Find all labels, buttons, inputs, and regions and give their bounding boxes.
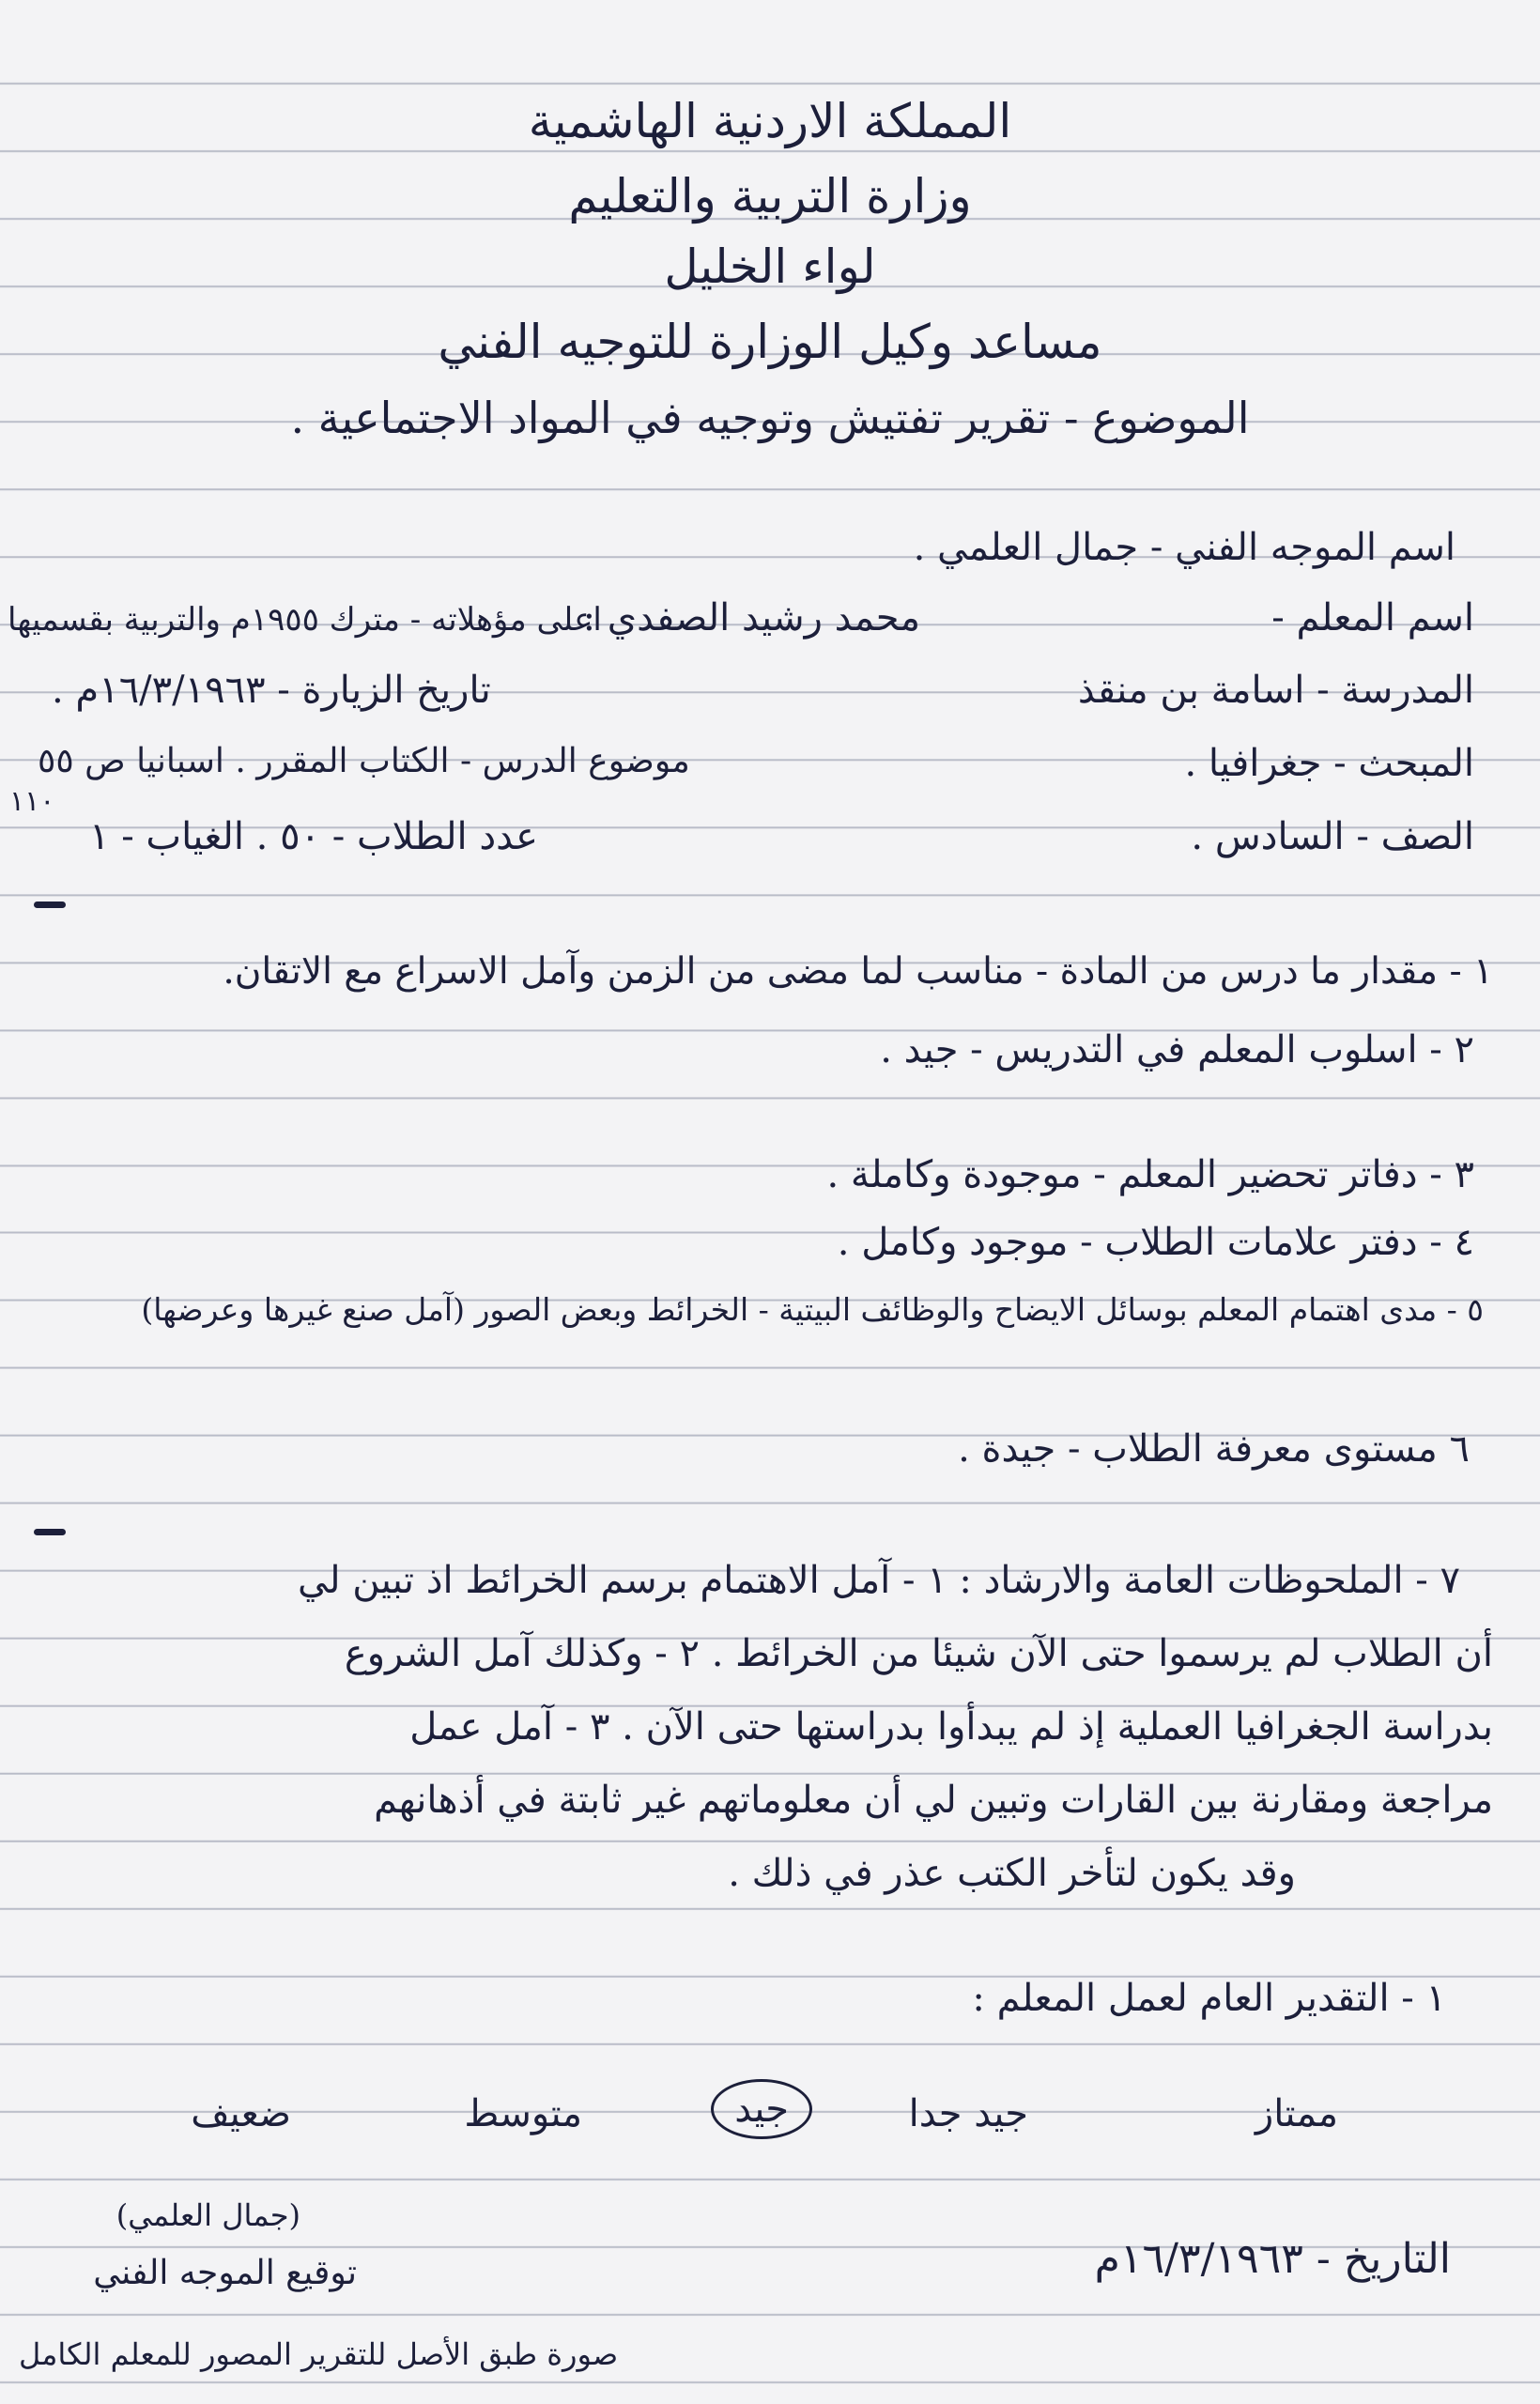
ministry-title: وزارة التربية والتعليم <box>568 169 972 223</box>
item-2: ٢ - اسلوب المعلم في التدريس - جيد . <box>880 1028 1474 1071</box>
grade-line: الصف - السادس . <box>1191 815 1474 858</box>
notes-line-1: ٧ - الملحوظات العامة والارشاد : ١ - آمل الاهتمام برسم الخرائط اذ تبين لي <box>298 1559 1460 1602</box>
section-divider-2 <box>34 1529 66 1535</box>
kingdom-title: المملكة الاردنية الهاشمية <box>528 94 1012 148</box>
school-line: المدرسة - اسامة بن منقذ <box>1077 669 1474 712</box>
notes-line-4: مراجعة ومقارنة بين القارات وتبين لي أن معلوماتهم غير ثابتة في أذهانهم <box>374 1779 1493 1822</box>
notes-line-2: أن الطلاب لم يرسموا حتى الآن شيئا من الخرائط . ٢ - وكذلك آمل الشروع <box>344 1632 1493 1675</box>
report-subject: الموضوع - تقرير تفتيش وتوجيه في المواد الاجتماعية . <box>290 393 1250 443</box>
lesson-page-mark: ١١٠ <box>9 785 55 818</box>
grade-option-average: متوسط <box>464 2092 582 2135</box>
item-1: ١ - مقدار ما درس من المادة - مناسب لما مضى من الزمن وآمل الاسراع مع الاتقان. <box>223 950 1493 993</box>
grade-selected-circle: جيد <box>711 2079 812 2139</box>
assessment-title: ١ - التقدير العام لعمل المعلم : <box>972 1977 1446 2020</box>
teacher-name: محمد رشيد الصفدي : <box>582 596 920 640</box>
signer-name: (جمال العلمي) <box>116 2197 300 2233</box>
item-6: ٦ مستوى معرفة الطلاب - جيدة . <box>958 1427 1470 1471</box>
report-date: التاريخ - ١٦/٣/١٩٦٣م <box>1094 2235 1451 2283</box>
grade-option-good-selected <box>711 2079 812 2139</box>
item-4: ٤ - دفتر علامات الطلاب - موجود وكامل . <box>837 1221 1474 1264</box>
grade-option-excellent: ممتاز <box>1255 2092 1338 2135</box>
teacher-qualification: اعلى مؤهلاته - مترك ١٩٥٥م والتربية بقسميها <box>8 601 602 639</box>
section-divider <box>34 902 66 908</box>
teacher-label: اسم المعلم - <box>1271 596 1474 640</box>
copy-note: صورة طبق الأصل للتقرير المصور للمعلم الكامل <box>19 2336 619 2372</box>
notes-line-3: بدراسة الجغرافيا العملية إذ لم يبدأوا بدراستها حتى الآن . ٣ - آمل عمل <box>409 1705 1493 1749</box>
notes-line-5: وقد يكون لتأخر الكتب عذر في ذلك . <box>728 1852 1296 1895</box>
grade-option-weak: ضعيف <box>191 2092 291 2135</box>
supervisor-line: اسم الموجه الفني - جمال العلمي . <box>913 526 1455 569</box>
grade-option-very-good: جيد جدا <box>908 2092 1028 2135</box>
subject-line: المبحث - جغرافيا . <box>1184 742 1474 785</box>
item-3: ٣ - دفاتر تحضير المعلم - موجودة وكاملة . <box>826 1153 1474 1196</box>
visit-date: تاريخ الزيارة - ١٦/٣/١٩٦٣م . <box>52 669 491 712</box>
signature-label: توقيع الموجه الفني <box>93 2254 357 2292</box>
assistant-title: مساعد وكيل الوزارة للتوجيه الفني <box>438 315 1102 369</box>
item-5: ٥ - مدى اهتمام المعلم بوسائل الايضاح والوظائف البيتية - الخرائط وبعض الصور (آمل صنع غيرها وعرضها) <box>141 1291 1484 1328</box>
students-line: عدد الطلاب - ٥٠ . الغياب - ١ <box>89 815 539 858</box>
district-title: لواء الخليل <box>664 239 876 294</box>
lesson-line: موضوع الدرس - الكتاب المقرر . اسبانيا ص ٥٥ <box>38 742 690 780</box>
